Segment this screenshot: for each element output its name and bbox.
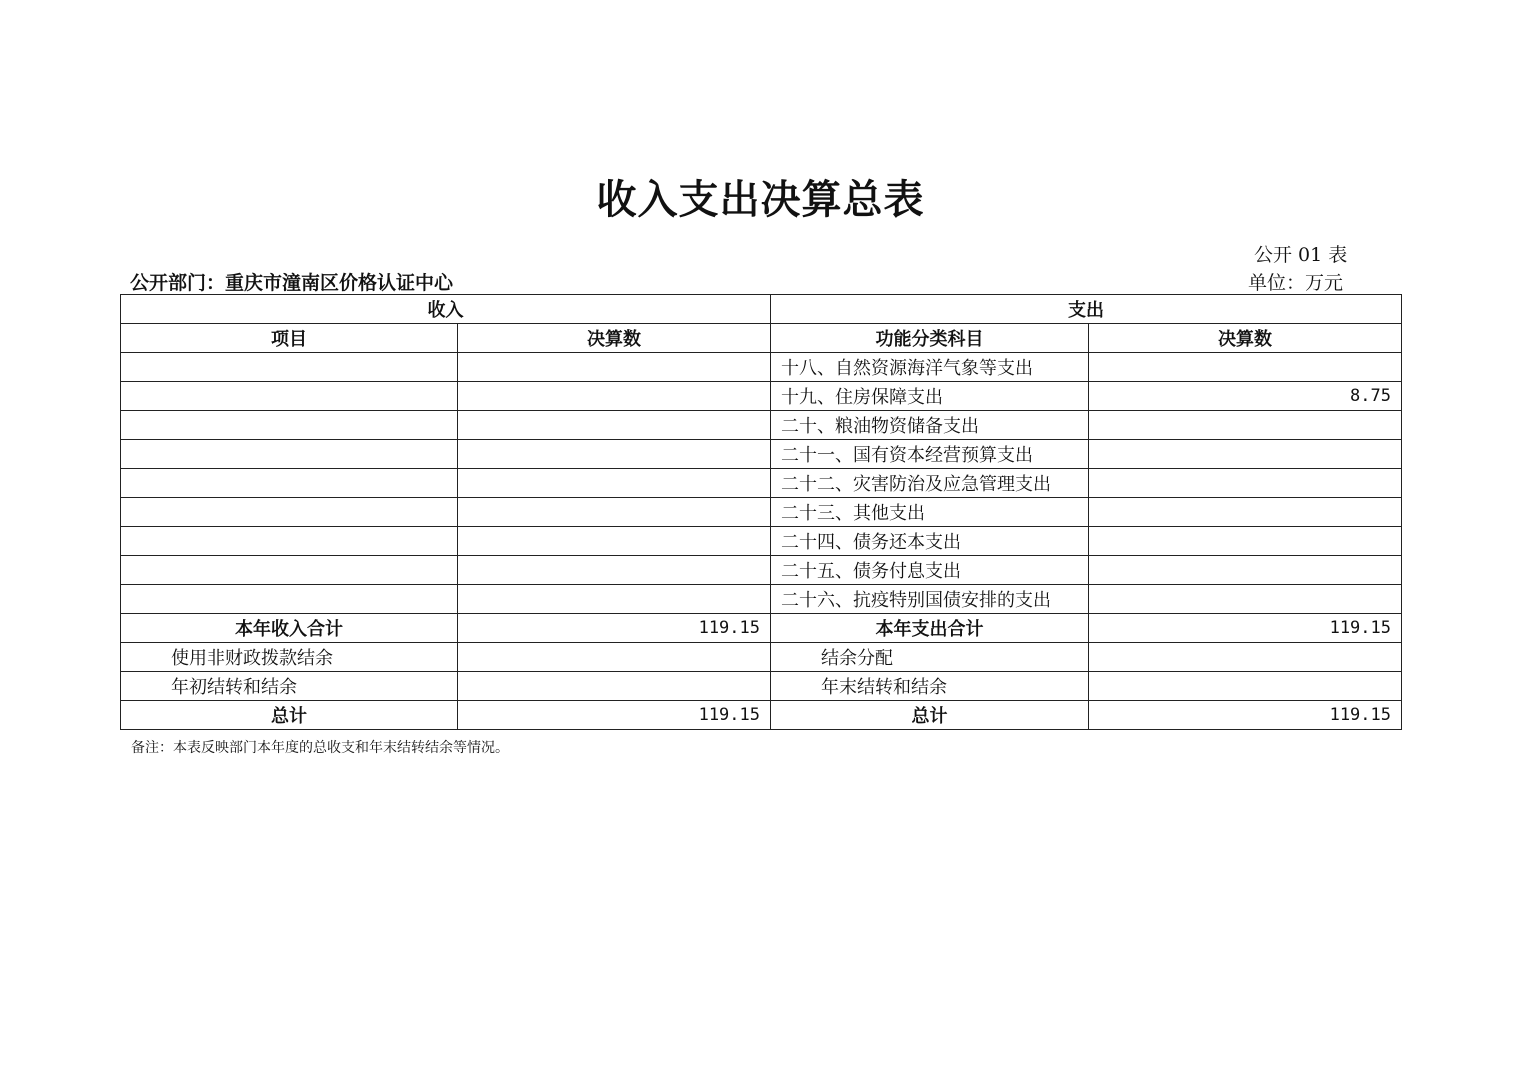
income-item-cell: 使用非财政拨款结余 (121, 643, 458, 672)
year-expense-total-value: 119.15 (1089, 614, 1402, 643)
table-row (121, 585, 1402, 614)
grand-income-total-label: 总计 (121, 701, 458, 730)
expense-amount-cell (1089, 440, 1402, 469)
income-expense-table (120, 294, 1402, 730)
table-row (121, 643, 1402, 672)
expense-header: 支出 (771, 295, 1402, 324)
expense-amount-cell (1089, 585, 1402, 614)
income-item-cell (121, 469, 458, 498)
table-row (121, 353, 1402, 382)
table-row (121, 498, 1402, 527)
grand-expense-total-label: 总计 (771, 701, 1089, 730)
income-amount-cell (458, 672, 771, 701)
item-header: 项目 (121, 324, 458, 353)
income-amount-cell (458, 411, 771, 440)
income-amount-cell (458, 353, 771, 382)
expense-item-cell: 二十二、灾害防治及应急管理支出 (771, 469, 1089, 498)
expense-item-cell: 结余分配 (771, 643, 1089, 672)
income-amount-cell (458, 585, 771, 614)
expense-amount-cell: 8.75 (1089, 382, 1402, 411)
income-item-cell (121, 556, 458, 585)
income-header: 收入 (121, 295, 771, 324)
expense-item-cell: 年末结转和结余 (771, 672, 1089, 701)
grand-expense-total-value: 119.15 (1089, 701, 1402, 730)
income-item-cell (121, 527, 458, 556)
expense-item-cell: 二十四、债务还本支出 (771, 527, 1089, 556)
expense-amount-cell (1089, 353, 1402, 382)
expense-item-cell: 二十一、国有资本经营预算支出 (771, 440, 1089, 469)
table-row (121, 440, 1402, 469)
income-amount-cell (458, 498, 771, 527)
income-item-cell (121, 382, 458, 411)
table-header-row (121, 295, 1402, 324)
table-subheader-row (121, 324, 1402, 353)
expense-item-cell: 十八、自然资源海洋气象等支出 (771, 353, 1089, 382)
income-amount-cell (458, 382, 771, 411)
expense-item-cell: 二十三、其他支出 (771, 498, 1089, 527)
footnote: 备注：本表反映部门本年度的总收支和年末结转结余等情况。 (131, 740, 509, 756)
table-row (121, 469, 1402, 498)
income-item-cell (121, 353, 458, 382)
income-item-cell (121, 411, 458, 440)
expense-amount-cell (1089, 411, 1402, 440)
table-row (121, 382, 1402, 411)
table-row (121, 556, 1402, 585)
expense-item-cell: 十九、住房保障支出 (771, 382, 1089, 411)
income-item-cell (121, 440, 458, 469)
table-row (121, 672, 1402, 701)
income-item-cell: 年初结转和结余 (121, 672, 458, 701)
grand-total-row (121, 701, 1402, 730)
table-row (121, 411, 1402, 440)
form-number: 公开 01 表 (1254, 244, 1348, 266)
table-row (121, 527, 1402, 556)
function-category-header: 功能分类科目 (771, 324, 1089, 353)
income-item-cell (121, 585, 458, 614)
page-title: 收入支出决算总表 (596, 176, 925, 223)
income-amount-cell (458, 556, 771, 585)
expense-amount-cell (1089, 672, 1402, 701)
income-amount-cell (458, 440, 771, 469)
unit-label: 单位：万元 (1248, 272, 1344, 294)
income-amount-header: 决算数 (458, 324, 771, 353)
income-amount-cell (458, 469, 771, 498)
expense-amount-cell (1089, 469, 1402, 498)
expense-amount-cell (1089, 498, 1402, 527)
year-expense-total-label: 本年支出合计 (771, 614, 1089, 643)
expense-amount-header: 决算数 (1089, 324, 1402, 353)
expense-amount-cell (1089, 556, 1402, 585)
expense-amount-cell (1089, 643, 1402, 672)
expense-amount-cell (1089, 527, 1402, 556)
year-income-total-label: 本年收入合计 (121, 614, 458, 643)
income-amount-cell (458, 527, 771, 556)
year-total-row (121, 614, 1402, 643)
income-item-cell (121, 498, 458, 527)
income-amount-cell (458, 643, 771, 672)
grand-income-total-value: 119.15 (458, 701, 771, 730)
department-label: 公开部门：重庆市潼南区价格认证中心 (130, 272, 454, 294)
year-income-total-value: 119.15 (458, 614, 771, 643)
expense-item-cell: 二十五、债务付息支出 (771, 556, 1089, 585)
expense-item-cell: 二十六、抗疫特别国债安排的支出 (771, 585, 1089, 614)
expense-item-cell: 二十、粮油物资储备支出 (771, 411, 1089, 440)
